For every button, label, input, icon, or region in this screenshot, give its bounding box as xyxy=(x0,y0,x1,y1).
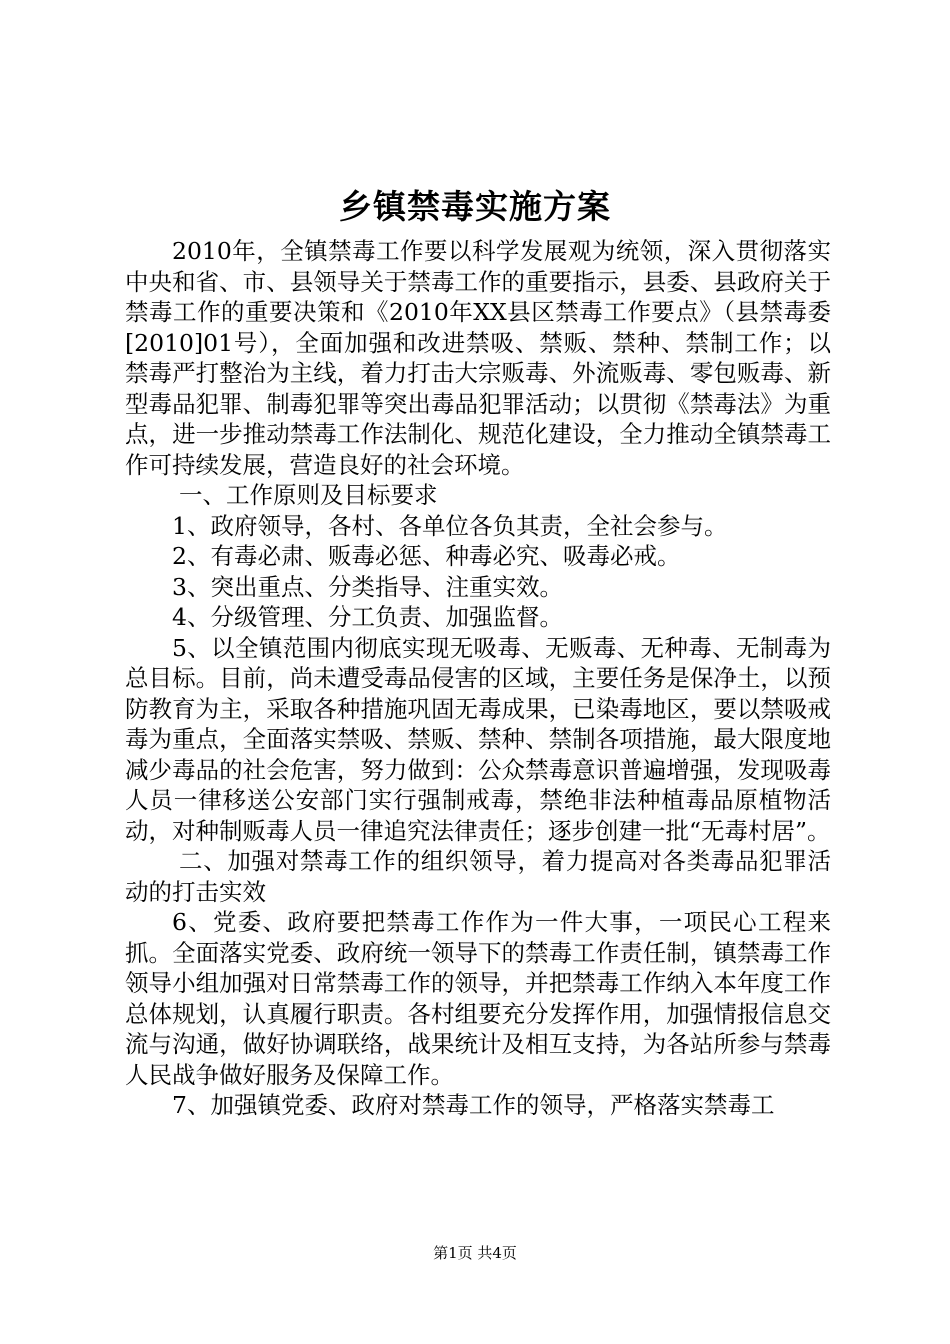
section-heading-2: 二、加强对禁毒工作的组织领导，着力提高对各类毒品犯罪活动的打击实效 xyxy=(125,847,831,906)
principle-item-1: 1、政府领导，各村、各单位各负其责，全社会参与。 xyxy=(172,511,728,540)
paragraph-item-7: 7、加强镇党委、政府对禁毒工作的领导，严格落实禁毒工 xyxy=(172,1091,775,1119)
document-body xyxy=(125,236,831,1121)
paragraph-item-6: 6、党委、政府要把禁毒工作作为一件大事，一项民心工程来抓。全面落实党委、政府统一领导下的禁毒工作责任制，镇禁毒工作领导小组加强对日常禁毒工作的领导，并把禁毒工作纳入本年度工作总体规划，认真履行职责。各村组要充分发挥作用，加强情报信息交流与沟通，做好协调联络，战果统计及相互支持，为各站所参与禁毒人民战争做好服务及保障工作。 xyxy=(125,908,831,1089)
principle-item-3: 3、突出重点、分类指导、注重实效。 xyxy=(172,572,563,601)
section-heading-1: 一、工作原则及目标要求 xyxy=(179,481,438,509)
paragraph-intro: 2010年，全镇禁毒工作要以科学发展观为统领，深入贯彻落实中央和省、市、县领导关于禁毒工作的重要指示，县委、县政府关于禁毒工作的重要决策和《2010年XX县区禁毒工作要点》（县禁毒委[2010]01号），全面加强和改进禁吸、禁贩、禁种、禁制工作；以禁毒严打整治为主线，着力打击大宗贩毒、外流贩毒、零包贩毒、新型毒品犯罪、制毒犯罪等突出毒品犯罪活动；以贯彻《禁毒法》为重点，进一步推动禁毒工作法制化、规范化建设，全力推动全镇禁毒工作可持续发展，营造良好的社会环境。 xyxy=(125,237,831,479)
document-title: 乡镇禁毒实施方案 xyxy=(339,187,611,226)
principle-item-2: 2、有毒必肃、贩毒必惩、种毒必究、吸毒必戒。 xyxy=(172,542,681,570)
page-footer: 第1页 共4页 xyxy=(433,1244,517,1262)
principle-item-5: 5、以全镇范围内彻底实现无吸毒、无贩毒、无种毒、无制毒为总目标。目前，尚未遭受毒品侵害的区域，主要任务是保净土，以预防教育为主，采取各种措施巩固无毒成果，已染毒地区，要以禁吸戒毒为重点，全面落实禁吸、禁贩、禁种、禁制各项措施，最大限度地减少毒品的社会危害，努力做到：公众禁毒意识普遍增强，发现吸毒人员一律移送公安部门实行强制戒毒，禁绝非法种植毒品原植物活动，对种制贩毒人员一律追究法律责任；逐步创建一批“无毒村居”。 xyxy=(125,633,831,845)
principle-item-4: 4、分级管理、分工负责、加强监督。 xyxy=(172,603,563,631)
